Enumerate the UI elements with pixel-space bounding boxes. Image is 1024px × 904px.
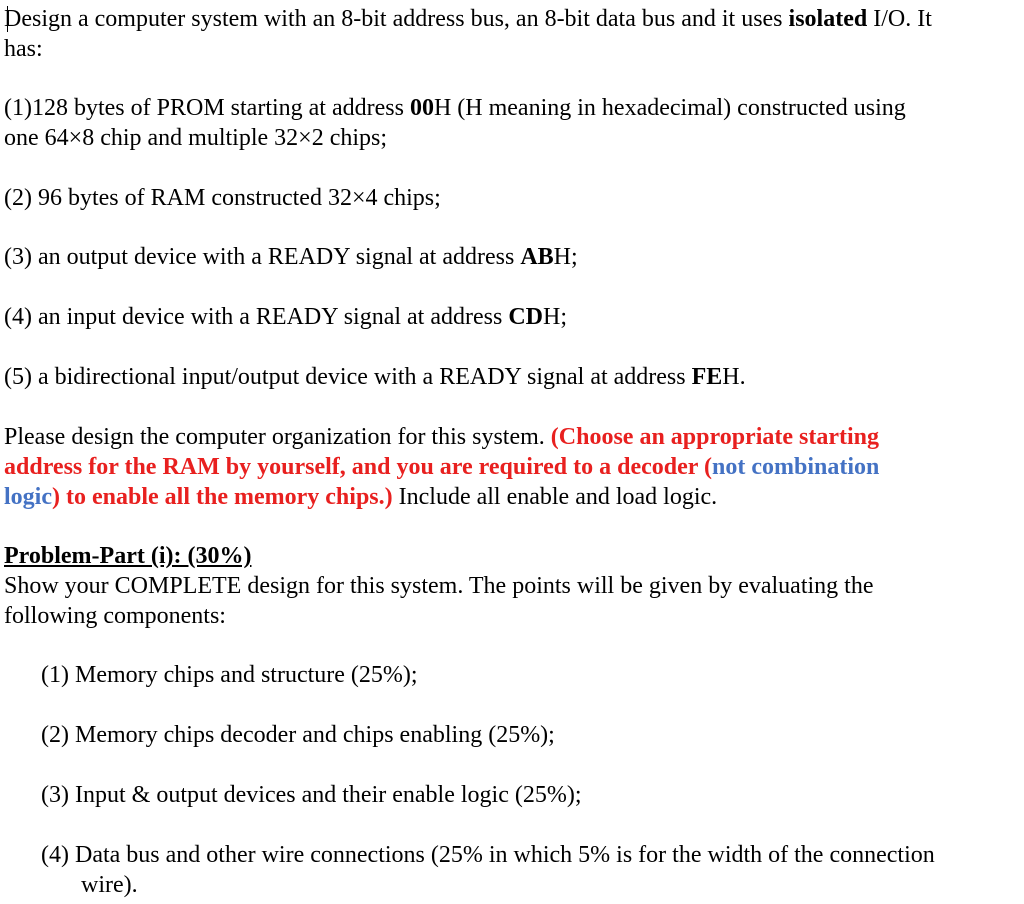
intro-line-2: has:: [4, 36, 43, 62]
item-3-text-end: H;: [553, 244, 578, 270]
item-1-line-1: [4, 93, 906, 123]
instruction-red-text-1: (Choose an appropriate starting: [550, 424, 880, 450]
item-3-bold-address: AB: [520, 244, 554, 270]
instruction-blue-text-1: not combination: [712, 454, 880, 480]
intro-line-1: [4, 4, 932, 34]
criteria-item-3: (3) Input & output devices and their enable logic (25%);: [41, 782, 582, 808]
intro-text-end: I/O. It: [867, 6, 932, 32]
item-4-text: (4) an input device with a READY signal at address: [4, 304, 509, 330]
instruction-line-3: [4, 482, 717, 512]
item-5: [4, 362, 746, 392]
instruction-text-end: Include all enable and load logic.: [392, 484, 718, 510]
part-heading: [4, 541, 251, 571]
instruction-line-1: [4, 422, 879, 452]
item-5-bold-address: FE: [691, 364, 723, 390]
instruction-text: Please design the computer organization for this system.: [4, 424, 551, 450]
part-heading-text: Problem-Part (i): (30%): [4, 543, 252, 569]
item-2: (2) 96 bytes of RAM constructed 32×4 chips;: [4, 185, 441, 211]
item-4: [4, 302, 567, 332]
part-description-line-1: Show your COMPLETE design for this system. The points will be given by evaluating the: [4, 573, 874, 599]
criteria-item-2: (2) Memory chips decoder and chips enabling (25%);: [41, 722, 555, 748]
item-3-text: (3) an output device with a READY signal at address: [4, 244, 521, 270]
item-1-text-end: H (H meaning in hexadecimal) constructed using: [433, 95, 906, 121]
item-5-text: (5) a bidirectional input/output device with a READY signal at address: [4, 364, 692, 390]
item-1-text: (1)128 bytes of PROM starting at address: [4, 95, 410, 121]
criteria-item-4-continuation: wire).: [81, 872, 138, 898]
intro-text: Design a computer system with an 8-bit address bus, an 8-bit data bus and it uses: [4, 6, 789, 32]
item-1-bold-address: 00: [409, 95, 434, 121]
criteria-item-1: (1) Memory chips and structure (25%);: [41, 662, 418, 688]
criteria-item-4: (4) Data bus and other wire connections (25% in which 5% is for the width of the connection: [41, 842, 935, 868]
intro-bold-isolated: isolated: [788, 6, 868, 32]
item-5-text-end: H.: [722, 364, 746, 390]
part-description-line-2: following components:: [4, 603, 226, 629]
item-1-line-2: one 64×8 chip and multiple 32×2 chips;: [4, 125, 388, 151]
instruction-blue-text-2: logic: [4, 484, 52, 510]
item-4-bold-address: CD: [508, 304, 543, 330]
instruction-line-2: [4, 452, 879, 482]
instruction-red-text-2: address for the RAM by yourself, and you are required to a decoder (: [4, 454, 712, 480]
item-3: [4, 242, 578, 272]
instruction-red-text-3: ) to enable all the memory chips.): [52, 484, 393, 510]
item-4-text-end: H;: [543, 304, 567, 330]
